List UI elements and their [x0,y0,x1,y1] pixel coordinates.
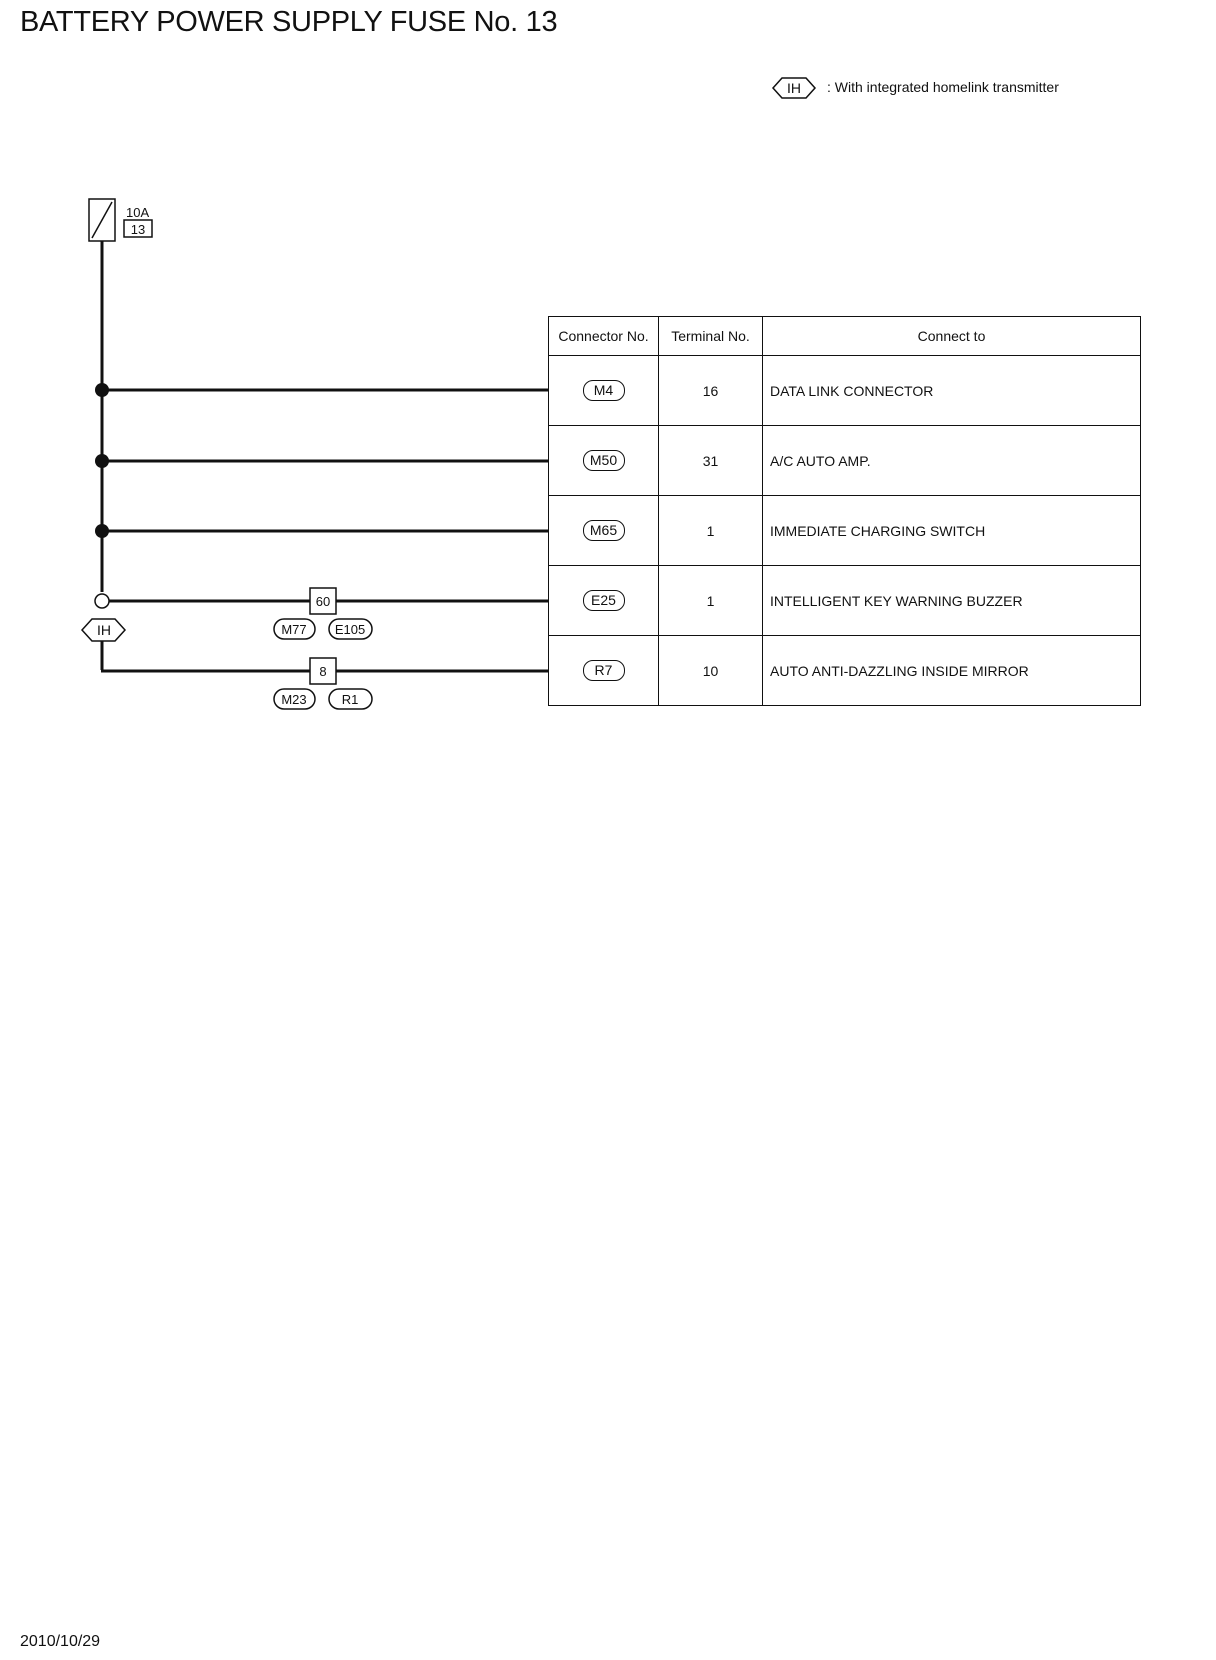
connector-pill: M50 [583,450,625,471]
page-title: BATTERY POWER SUPPLY FUSE No. 13 [20,6,558,38]
legend-ih-label: IH [787,80,801,96]
header-connect-to: Connect to [763,317,1141,356]
legend-description: : With integrated homelink transmitter [827,79,1059,95]
connector-cell [549,566,659,636]
connector-cell [549,426,659,496]
terminal-cell: 1 [659,496,763,566]
legend-ih-symbol [773,78,815,98]
ih-marker-label: IH [97,622,111,638]
connector-label-r1: R1 [341,692,359,707]
splice-dot [95,524,109,538]
junction-terminal-8: 8 [319,664,327,679]
table-row [549,356,1141,426]
connector-cell [549,496,659,566]
splice-dot [95,383,109,397]
connector-cell [549,356,659,426]
connect-to-cell: DATA LINK CONNECTOR [763,356,1141,426]
connect-to-cell: A/C AUTO AMP. [763,426,1141,496]
terminal-cell: 1 [659,566,763,636]
connector-table [548,316,1141,706]
table-header-row [549,317,1141,356]
connect-to-cell: IMMEDIATE CHARGING SWITCH [763,496,1141,566]
splice-open-circle [95,594,109,608]
table-row [549,566,1141,636]
terminal-cell: 16 [659,356,763,426]
table-row [549,496,1141,566]
header-connector-no: Connector No. [549,317,659,356]
connector-label-m77: M77 [281,622,307,637]
ih-marker [82,619,125,641]
table-row [549,426,1141,496]
terminal-cell: 31 [659,426,763,496]
splice-dot [95,454,109,468]
connector-pill: E25 [583,590,625,611]
connector-pill: M65 [583,520,625,541]
connector-label-m23: M23 [281,692,307,707]
connector-pill: R7 [583,660,625,681]
junction-terminal-60: 60 [315,594,331,609]
connector-cell [549,636,659,706]
fuse-number: 13 [130,222,146,237]
footer-date: 2010/10/29 [20,1633,101,1650]
header-terminal-no: Terminal No. [659,317,763,356]
connect-to-cell: AUTO ANTI-DAZZLING INSIDE MIRROR [763,636,1141,706]
table-row [549,636,1141,706]
connector-label-e105: E105 [334,622,366,637]
terminal-cell: 10 [659,636,763,706]
fuse-rating: 10A [126,205,150,220]
connector-pill: M4 [583,380,625,401]
fuse-symbol [89,199,115,241]
connect-to-cell: INTELLIGENT KEY WARNING BUZZER [763,566,1141,636]
